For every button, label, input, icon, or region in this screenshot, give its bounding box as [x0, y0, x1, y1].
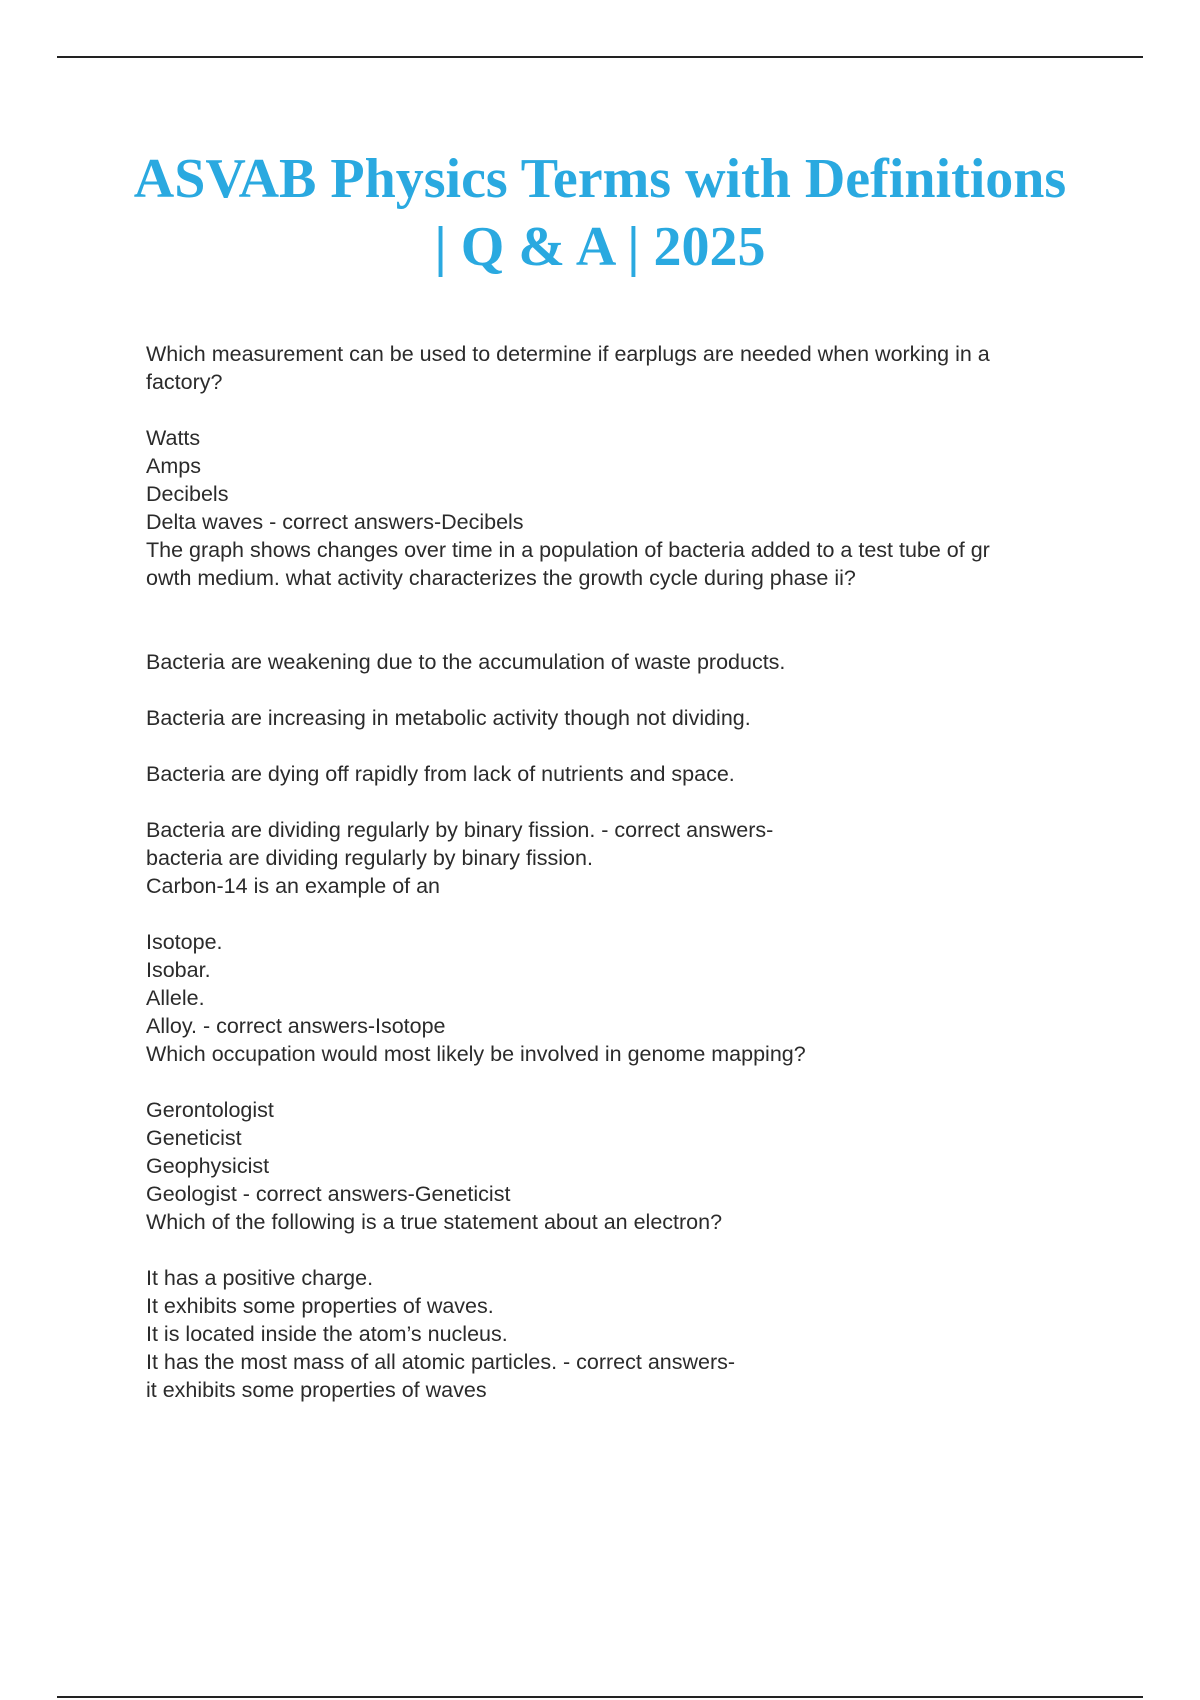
answer-option: It has the most mass of all atomic particles. - correct answers- — [146, 1350, 736, 1374]
answer-option: Allele. — [146, 986, 205, 1010]
answer-option: Decibels — [146, 482, 229, 506]
correct-answer: it exhibits some properties of waves — [146, 1378, 487, 1402]
bottom-divider — [57, 1696, 1143, 1698]
answer-option: Watts — [146, 426, 201, 450]
qa-content — [146, 340, 1096, 1404]
question-text: The graph shows changes over time in a population of bacteria added to a test tube of gr — [146, 538, 990, 562]
answer-option: Bacteria are weakening due to the accumulation of waste products. — [146, 650, 786, 674]
title-line-2: | Q & A | 2025 — [434, 216, 766, 278]
title-line-1: ASVAB Physics Terms with Definitions — [133, 148, 1067, 210]
answer-option: Delta waves - correct answers-Decibels — [146, 510, 524, 534]
answer-option: Isotope. — [146, 930, 223, 954]
answer-option: Gerontologist — [146, 1098, 274, 1122]
answer-option: Amps — [146, 454, 201, 478]
correct-answer: bacteria are dividing regularly by binary fission. — [146, 846, 593, 870]
top-divider — [57, 56, 1143, 58]
question-text: Which occupation would most likely be involved in genome mapping? — [146, 1042, 806, 1066]
question-text: Which measurement can be used to determine if earplugs are needed when working in a — [146, 342, 990, 366]
document-title — [100, 145, 1100, 281]
answer-option: It is located inside the atom’s nucleus. — [146, 1322, 508, 1346]
answer-option: Bacteria are increasing in metabolic activity though not dividing. — [146, 706, 751, 730]
answer-option: Isobar. — [146, 958, 211, 982]
question-text: Which of the following is a true statement about an electron? — [146, 1210, 723, 1234]
answer-option: Bacteria are dying off rapidly from lack of nutrients and space. — [146, 762, 735, 786]
answer-option: Bacteria are dividing regularly by binary fission. - correct answers- — [146, 818, 774, 842]
answer-option: Alloy. - correct answers-Isotope — [146, 1014, 446, 1038]
answer-option: Geneticist — [146, 1126, 242, 1150]
question-text: owth medium. what activity characterizes the growth cycle during phase ii? — [146, 566, 856, 590]
question-text: Carbon-14 is an example of an — [146, 874, 441, 898]
answer-option: Geophysicist — [146, 1154, 270, 1178]
answer-option: It has a positive charge. — [146, 1266, 374, 1290]
question-text: factory? — [146, 370, 223, 394]
answer-option: It exhibits some properties of waves. — [146, 1294, 494, 1318]
answer-option: Geologist - correct answers-Geneticist — [146, 1182, 511, 1206]
